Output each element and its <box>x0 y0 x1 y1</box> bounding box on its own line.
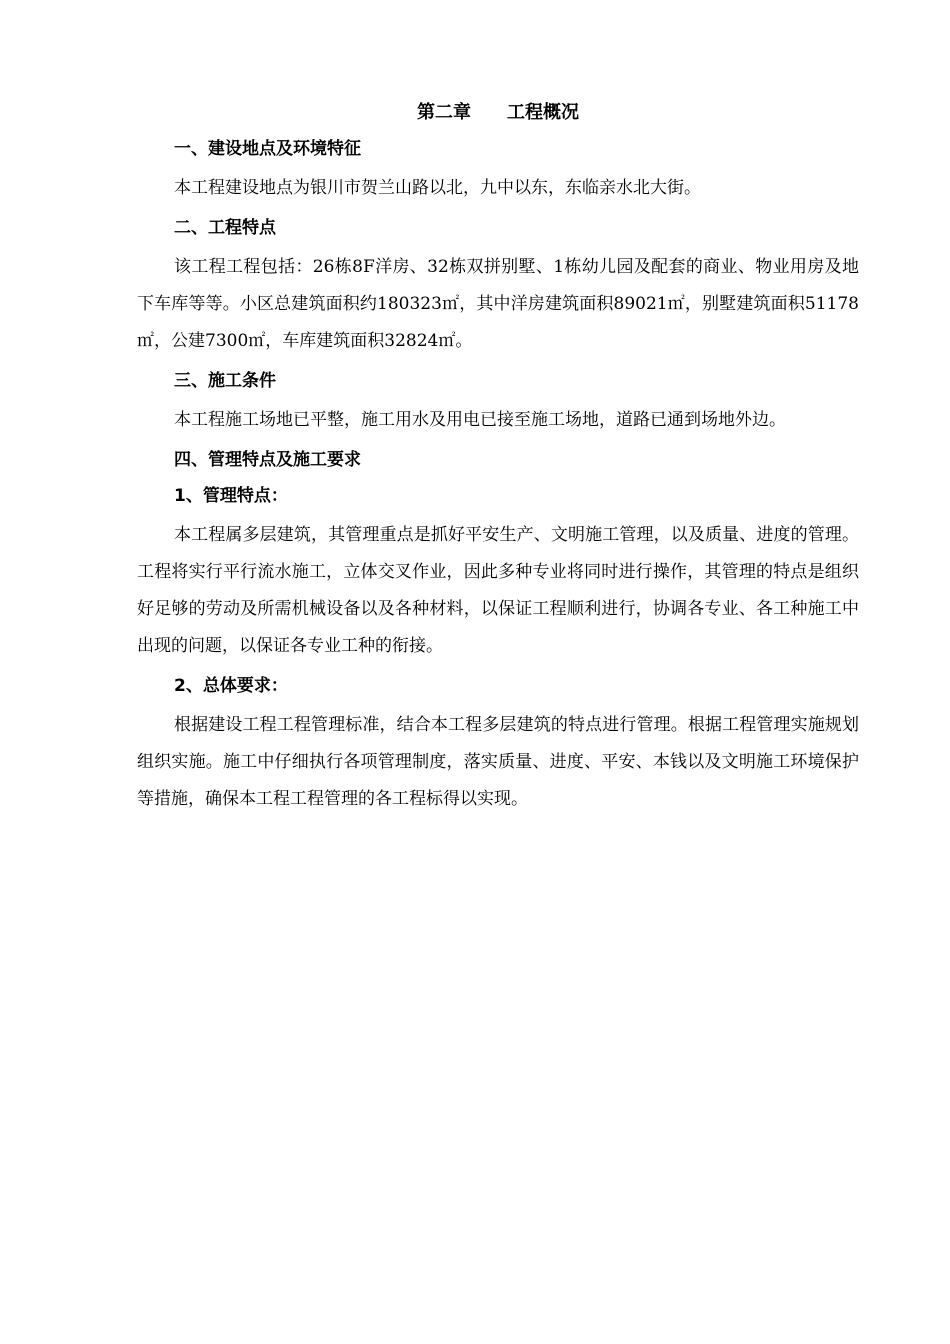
section-heading-location: 一、建设地点及环境特征 <box>174 139 361 159</box>
paragraph-overall-requirements: 根据建设工程工程管理标准，结合本工程多层建筑的特点进行管理。根据工程管理实施规划组织实施。施工中仔细执行各项管理制度，落实质量、进度、平安、本钱以及文明施工环境保护等措施，确保本工程工程管理的各工程标得以实现。 <box>137 715 859 809</box>
section-heading-conditions: 三、施工条件 <box>174 371 276 391</box>
paragraph-management-features: 本工程属多层建筑，其管理重点是抓好平安生产、文明施工管理，以及质量、进度的管理。工程将实行平行流水施工，立体交叉作业，因此多种专业将同时进行操作，其管理的特点是组织好足够的劳动及所需机械设备以及各种材料，以保证工程顺利进行，协调各专业、各工种施工中出现的问题，以保证各专业工种的衔接。 <box>137 525 859 656</box>
paragraph-conditions: 本工程施工场地已平整，施工用水及用电已接至施工场地，道路已通到场地外边。 <box>174 410 786 430</box>
paragraph-location: 本工程建设地点为银川市贺兰山路以北，九中以东，东临亲水北大街。 <box>174 178 701 198</box>
section-heading-management: 四、管理特点及施工要求 <box>174 450 361 470</box>
paragraph-features: 该工程工程包括：26栋8F洋房、32栋双拼别墅、1栋幼儿园及配套的商业、物业用房及地下车库等等。小区总建筑面积约180323㎡，其中洋房建筑面积89021㎡，别墅建筑面积51178㎡，公建7300㎡，车库建筑面积32824㎡。 <box>137 257 859 351</box>
subsection-heading-management-features: 1、管理特点： <box>174 486 288 506</box>
document-body <box>137 98 859 824</box>
subsection-heading-overall-requirements: 2、总体要求： <box>174 676 288 696</box>
section-heading-features: 二、工程特点 <box>174 218 276 238</box>
chapter-title: 第二章 工程概况 <box>417 102 579 123</box>
